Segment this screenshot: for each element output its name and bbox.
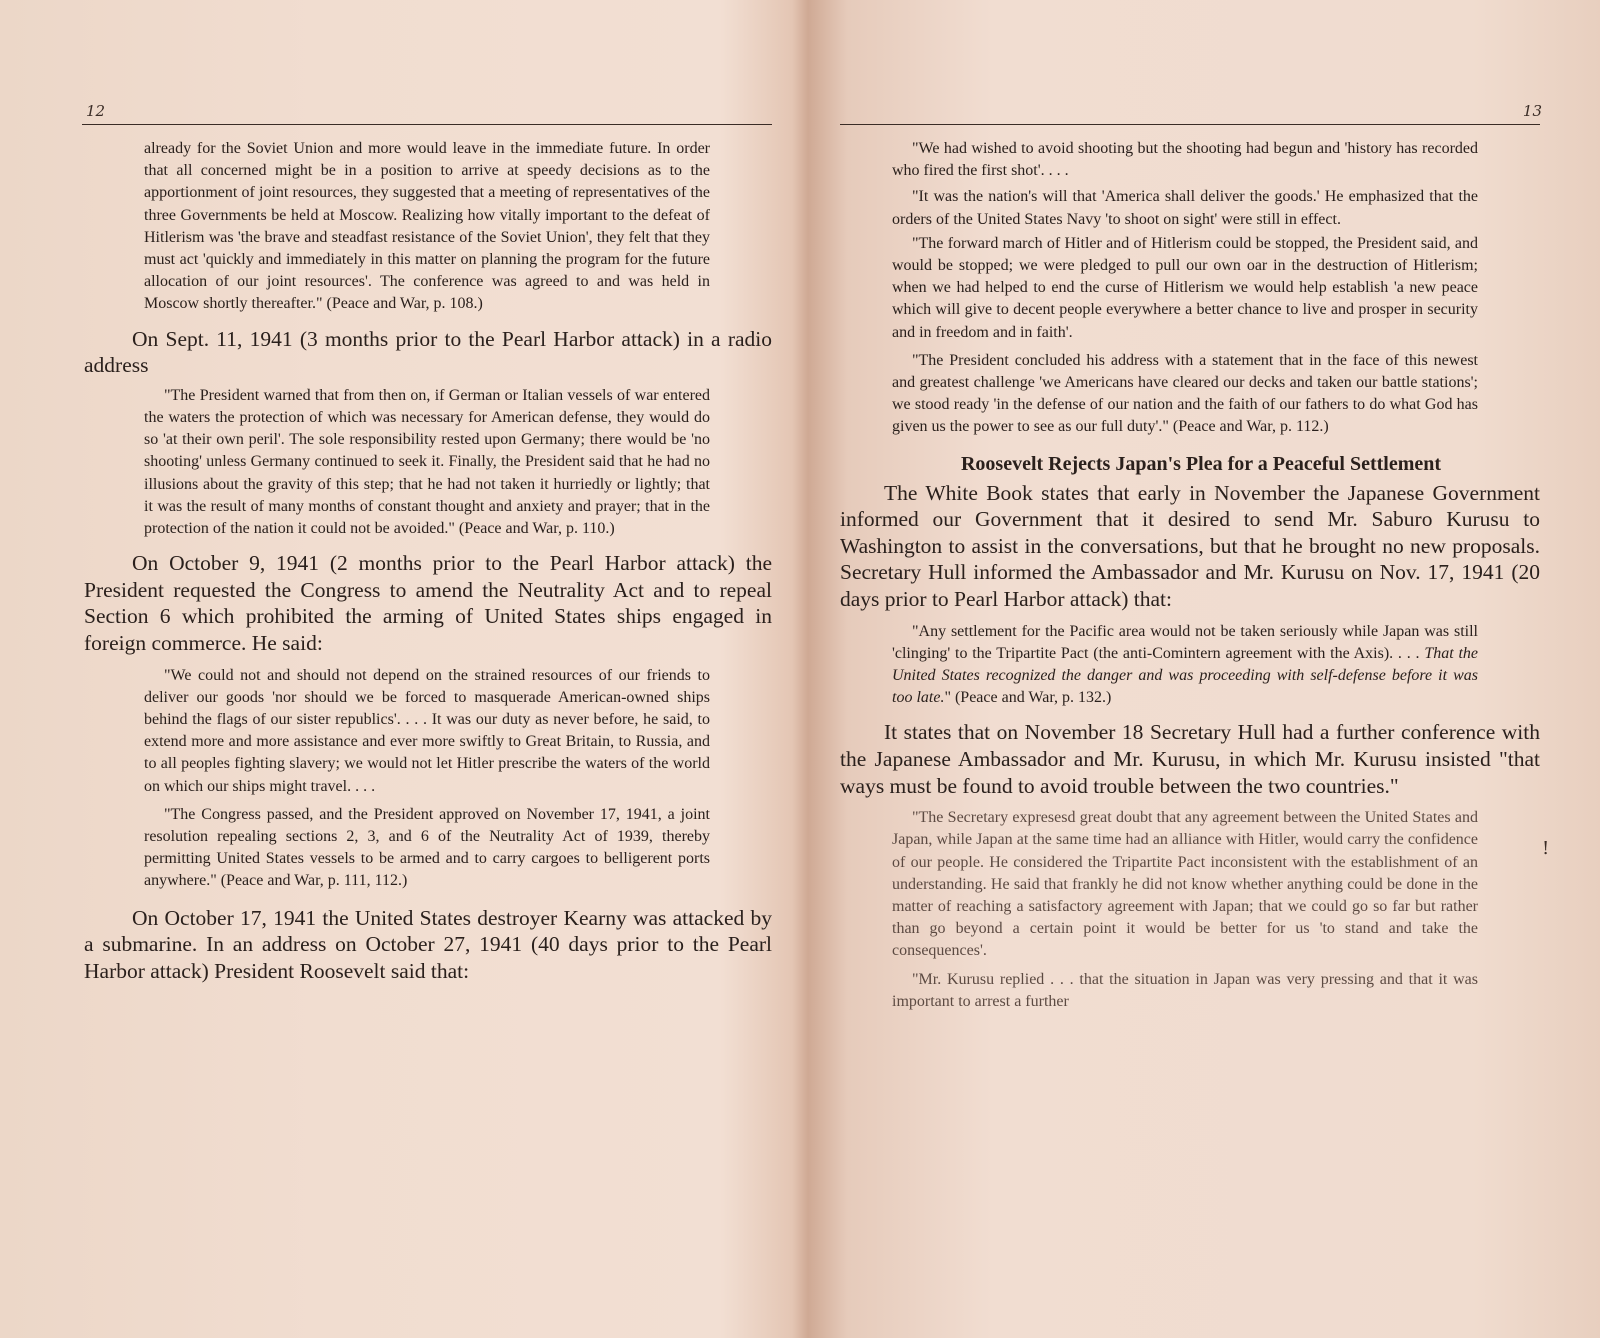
quote-paragraph: "It was the nation's will that 'America shall deliver the goods.' He emphasized that the orders of the United States Navy 'to shoot on sight' were still in effect. [892, 188, 1478, 228]
quote-paragraph: "The President warned that from then on, if German or Italian vessels of war entered the waters the protection of which was necessary for American defense, they would do so 'at their own peril'. The sole responsibility rested upon Germany; there would be 'no shooting' unless Germany continued to seek it. Finally, the President said that he had no illusions about the gravity of this step; that he had not taken it hurriedly or lightly; that it was the result of many months of constant thought and anxiety and prayer; that in the protection of the nation it could not be avoided." (Peace and War, p. 110.) [144, 386, 710, 538]
body-paragraph: It states that on November 18 Secretary Hull had a further conference with the Japanese Ambassador and Mr. Kurusu, in which Mr. Kurusu insisted "that ways must be found to avoid trouble between the two countries." [840, 720, 1540, 798]
header-rule [840, 124, 1540, 125]
quote-paragraph: "The Secretary expresesd great doubt that any agreement between the United States and Japan, while Japan at the same time had an alliance with Hitler, would carry the confidence of our people. He considered the Tripartite Pact inconsistent with the establishment of an understanding. He said that frankly he did not know whether anything could be done in the matter of reaching a satisfactory agreement with Japan; that we could go so far but rather than go beyond a certain point it would be better for us 'to stand and take the consequences'. [892, 809, 1478, 960]
right-text-column [840, 138, 1540, 1013]
page-number: 13 [1522, 102, 1542, 120]
body-block [84, 326, 772, 379]
page-number: 12 [86, 102, 106, 120]
quote-paragraph: "The President concluded his address with a statement that in the face of this newest and greatest challenge 'we Americans have cleared our decks and taken our battle stations'; we stood ready 'in the defense of our nation and the faith of our fathers to do what God has given us the power to see as our full duty'." (Peace and War, p. 112.) [892, 351, 1478, 436]
quote-paragraph: "The forward march of Hitler and of Hitlerism could be stopped, the President said, and would be stopped; we were pledged to pull our own oar in the destruction of Hitlerism; when we had helped to end the curse of Hitlerism we would help establish 'a new peace which will give to decent people everywhere a better chance to live and prosper in security and in freedom and in faith'. [892, 234, 1478, 341]
body-block [840, 719, 1540, 799]
body-paragraph: On October 17, 1941 the United States destroyer Kearny was attacked by a submarine. In an address on October 27, 1941 (40 days prior to the Pearl Harbor attack) President Roosevelt said that: [84, 905, 772, 983]
quote-paragraph [892, 621, 1478, 710]
body-block [84, 905, 772, 985]
quote-text: "Any settlement for the Pacific area would not be taken seriously while Japan was still 'clinging' to the Tripartite Pact (the anti-Comintern agreement with the Axis). . . . [892, 622, 1478, 662]
margin-mark: ! [1542, 838, 1550, 859]
quote-block [84, 665, 772, 893]
section-heading: Roosevelt Rejects Japan's Plea for a Peaceful Settlement [960, 452, 1442, 475]
left-text-column [84, 138, 772, 984]
quote-block [84, 138, 772, 316]
quote-block [84, 385, 772, 540]
body-block [840, 480, 1540, 613]
quote-italic-text: That the United States recognized the danger and was proceeding with self-defense before it was too late. [892, 644, 1478, 707]
header-rule [82, 124, 772, 125]
quote-paragraph: "We had wished to avoid shooting but the shooting had begun and 'history has recorded who fired the first shot'. . . . [892, 140, 1478, 180]
quote-block [840, 621, 1540, 710]
quote-citation: " (Peace and War, p. 132.) [944, 689, 1112, 707]
quote-paragraph: "The Congress passed, and the President approved on November 17, 1941, a joint resolution repealing sections 2, 3, and 6 of the Neutrality Act of 1939, thereby permitting United States vessels to be armed and to carry cargoes to belligerent ports anywhere." (Peace and War, p. 111, 112.) [144, 805, 710, 890]
body-block [84, 550, 772, 656]
right-page [810, 0, 1600, 1338]
quote-block [840, 807, 1540, 1013]
quote-paragraph: "We could not and should not depend on the strained resources of our friends to deliver our goods 'nor should we be forced to masquerade American-owned ships behind the flags of our sister republics'. . . . It was our duty as never before, he said, to extend more and more assistance and ever more swiftly to Great Britain, to Russia, and to all peoples fighting slavery; we would not let Hitler prescribe the waters of the world on which our ships might travel. . . . [144, 666, 710, 795]
body-paragraph: On Sept. 11, 1941 (3 months prior to the Pearl Harbor attack) in a radio address [84, 326, 772, 378]
quote-paragraph: already for the Soviet Union and more would leave in the immediate future. In order that all concerned might be in a position to arrive at speedy decisions as to the apportionment of joint resources, they suggested that a meeting of representatives of the three Governments be held at Moscow. Realizing how vitally important to the defeat of Hitlerism was 'the brave and steadfast resistance of the Soviet Union', they felt that they must act 'quickly and immediately in this matter on planning the program for the future allocation of our joint resources'. The conference was agreed to and was held in Moscow shortly thereafter." (Peace and War, p. 108.) [144, 140, 710, 313]
quote-paragraph: "Mr. Kurusu replied . . . that the situation in Japan was very pressing and that it was important to arrest a further [892, 970, 1478, 1010]
quote-block [840, 138, 1540, 439]
body-paragraph: The White Book states that early in November the Japanese Government informed our Government that it desired to send Mr. Saburo Kurusu to Washington to assist in the conversations, but that he brought no new proposals. Secretary Hull informed the Ambassador and Mr. Kurusu on Nov. 17, 1941 (20 days prior to Pearl Harbor attack) that: [840, 480, 1540, 612]
body-paragraph: On October 9, 1941 (2 months prior to the Pearl Harbor attack) the President requested the Congress to amend the Neutrality Act and to repeal Section 6 which prohibited the arming of United States ships engaged in foreign commerce. He said: [84, 551, 772, 656]
